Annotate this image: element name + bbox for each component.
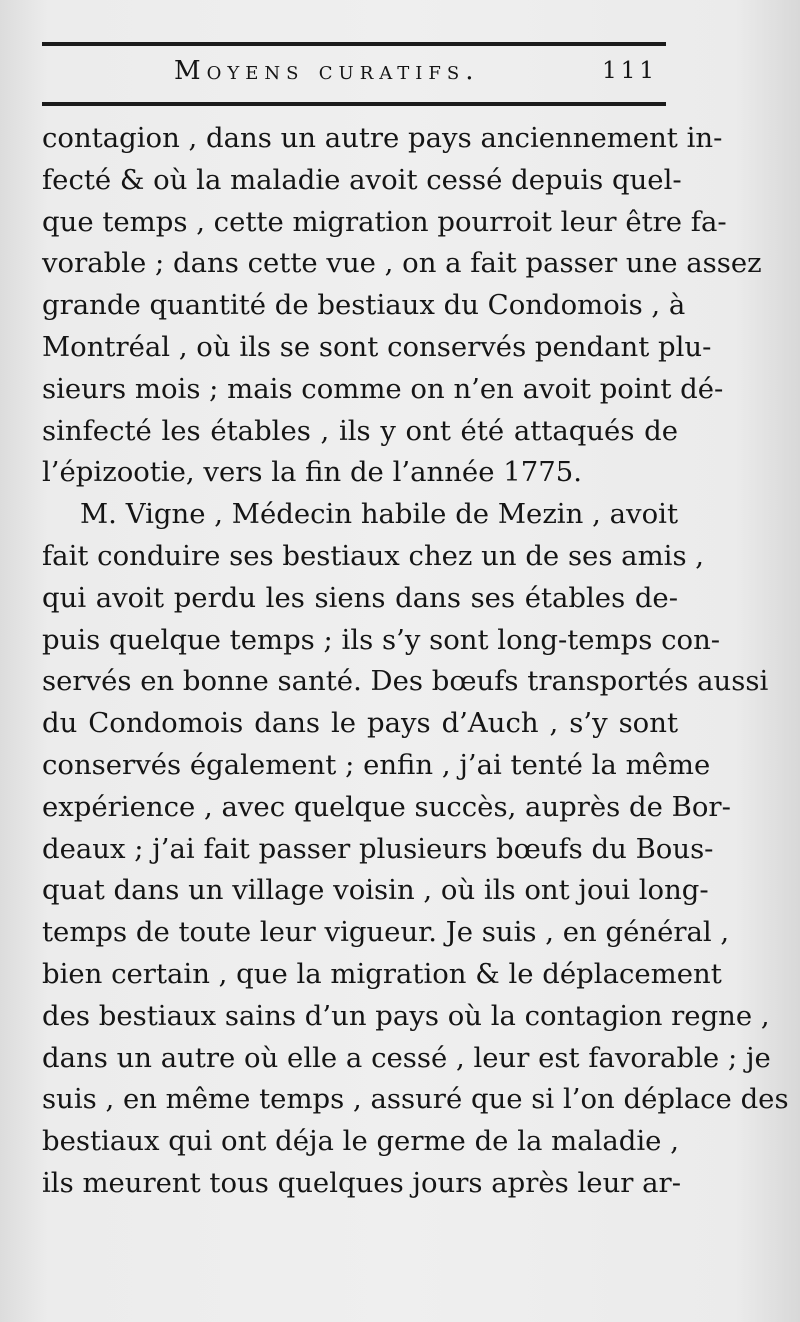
text-line: expérience , avec quelque succès, auprès de Bor- xyxy=(42,790,731,823)
text-line: bien certain , que la migration & le déplacement xyxy=(42,957,722,990)
text-line: que temps , cette migration pourroit leur être fa- xyxy=(42,205,727,238)
text-line: sinfecté les étables , ils y ont été attaqués de xyxy=(42,414,678,447)
text-line: deaux ; j’ai fait passer plusieurs bœufs du Bous- xyxy=(42,832,714,865)
header-top-rule xyxy=(42,42,666,46)
page-number: 111 xyxy=(602,58,658,84)
text-line: quat dans un village voisin , où ils ont joui long- xyxy=(42,874,709,907)
text-line-paragraph-end: l’épizootie, vers la fin de l’année 1775. xyxy=(42,456,582,489)
text-line: fait conduire ses bestiaux chez un de ses amis , xyxy=(42,539,705,572)
text-line: servés en bonne santé. Des bœufs transportés aussi xyxy=(42,665,769,698)
text-line: qui avoit perdu les siens dans ses étables de- xyxy=(42,581,678,614)
text-line: suis , en même temps , assuré que si l’on déplace des xyxy=(42,1083,789,1116)
text-line: contagion , dans un autre pays anciennement in- xyxy=(42,122,723,154)
text-line: bestiaux qui ont déja le germe de la maladie , xyxy=(42,1125,679,1158)
running-title: Moyens curatifs. xyxy=(174,56,480,86)
text-line: sieurs mois ; mais comme on n’en avoit point dé- xyxy=(42,372,724,405)
text-line: ils meurent tous quelques jours après leur ar- xyxy=(42,1166,681,1199)
text-line: conservés également ; enfin , j’ai tenté la même xyxy=(42,748,711,781)
text-line: temps de toute leur vigueur. Je suis , en général , xyxy=(42,916,730,949)
text-line: du Condomois dans le pays d’Auch , s’y sont xyxy=(42,707,678,740)
header-bottom-rule xyxy=(42,102,666,106)
text-line: fecté & où la maladie avoit cessé depuis quel- xyxy=(42,163,682,196)
text-line: dans un autre où elle a cessé , leur est favorable ; je xyxy=(42,1041,771,1074)
running-header xyxy=(42,54,666,94)
text-line: des bestiaux sains d’un pays où la contagion regne , xyxy=(42,999,770,1032)
text-line: Montréal , où ils se sont conservés pendant plu- xyxy=(42,330,712,363)
text-line: puis quelque temps ; ils s’y sont long-temps con- xyxy=(42,623,721,656)
text-line-paragraph-start: M. Vigne , Médecin habile de Mezin , avoit xyxy=(80,498,678,531)
body-text xyxy=(42,118,789,1205)
text-line: grande quantité de bestiaux du Condomois , à xyxy=(42,289,686,322)
text-line: vorable ; dans cette vue , on a fait passer une assez xyxy=(42,247,762,280)
